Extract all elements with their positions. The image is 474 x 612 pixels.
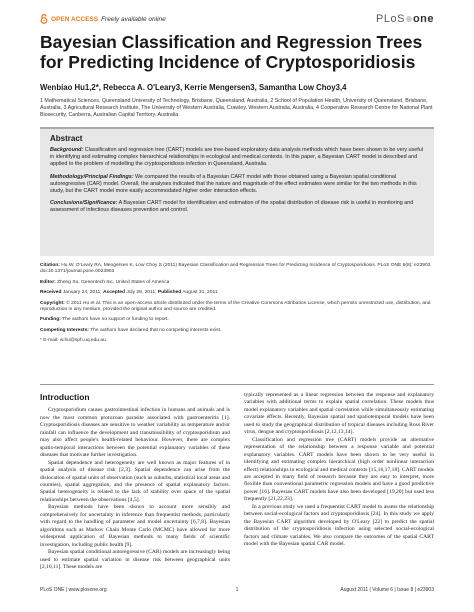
editor-text: Zheng Su, Genentech Inc, United States of America: [55, 279, 170, 285]
background-text: Classification and regression tree (CART) models are tree-based exploratory data analysis methods which have been shown to be very useful in identifying and estimating complex hierarchical relationships in ecological and medical contexts. In this paper, a Bayesian CART model is described and applied to the problem of modelling the cryptosporidiosis infection in Queensland, Australia.: [50, 147, 423, 167]
methods-text: We compared the results of a Bayesian CART model with those obtained using a Bayesian spatial conditional autoregressive (CAR) model. Overall, the analyses indicated that the nature and magnitude of the effect estimates were similar for the two methods in this study, but the CART model more easily accommodated higher order interaction effects.: [50, 173, 417, 194]
background-lead: Background:: [50, 147, 84, 153]
methods-lead: Methodology/Principal Findings:: [50, 173, 134, 180]
intro-paragraph: Bayesian methods have been shown to account more sensibly and comprehensively for uncertainty in inference than frequentist methods, particularly with regard to the handling of parameter and model uncertainty [6,7,8]. Bayesian algorithms such as Markov Chain Monte Carlo (MCMC) have allowed for more widespread application of Bayesian methods to many fields of scientific investigation, including public health [9].: [40, 504, 230, 548]
open-access-badge[interactable]: [40, 14, 166, 24]
journal-logo-one: one: [412, 13, 434, 25]
received-text: January 24, 2011;: [61, 290, 103, 296]
abstract-methods: [50, 174, 424, 195]
competing-text: The authors have declared that no competing interests exist.: [88, 327, 222, 333]
intro-paragraph: In a previous study we used a frequentist CART model to assess the relationship between social-ecological factors and cryptosporidiosis [24]. In this study we apply the Bayesian CART algorithm developed by O'Leary [22] to predict the spatial distribution of the cryptosporidiosis infection using selected social-ecological factors and climate variables. We also compare the outcomes of the spatial CART model with the Bayesian spatial CAR model.: [244, 503, 434, 548]
funding: [40, 317, 434, 323]
editor-label: Editor:: [40, 279, 56, 285]
copyright-text: © 2011 Hu et al. This is an open-access article distributed under the terms of the Creative Commons Attribution License, which permits unrestricted use, distribution, and reproduction in any medium, provided the original author and source are credited.: [40, 300, 431, 313]
freely-available-label: Freely available online: [101, 15, 166, 23]
journal-logo[interactable]: [376, 13, 434, 25]
intro-paragraph: Classification and regression tree (CART) models provide an alternative representation of the relationship between a response variable and potential explanatory variables. CART models have been shown to be very useful in identifying and estimating complex hierarchical (high order nonlinear interaction effect) relationships in ecological and medical contexts [15,16,17,18]. CART models are accepted in many field of research because they are easy to interpret, more flexible than conventional parametric regression models and have a good predictive power [16]. Bayesian CART models have also been developed [19,20] but used less frequently [21,22,23].: [244, 436, 434, 503]
affiliations: 1 Mathematical Sciences, Queensland University of Technology, Brisbane, Queensland, Australia, 2 School of Population Health, University of Queensland, Brisbane, Australia, 3 Agricultural Research Institute, The University of Western Australia, Crawley, Western Australia, Australia, 4 Cooperative Research Centre for National Plant Biosecurity, Canberra, Australian Capital Territory, Australia: [40, 98, 433, 118]
article-metadata: [40, 263, 434, 349]
page-footer: [40, 587, 434, 593]
intro-paragraph: Cryptosporidium causes gastrointestinal infection in humans and animals and is now the most common protozoan parasite associated with gastroenteritis [1]. Cryptosporidiosis diseases are sensitive to weather variability as temperature and/or rainfall can influence the development and transmissibility of cryptosporidium and may also affect people's health-related behaviour. However, there are complex spatio-temporal interactions between the potential explanatory variables of these diseases that motivate further investigation.: [40, 407, 230, 459]
header-bar: [40, 13, 434, 25]
dates: [40, 290, 434, 296]
section-divider: [40, 384, 434, 385]
body-column-right: [244, 392, 434, 549]
citation-text: Hu W, O'Leary RA, Mengersen K, Low Choy S (2011) Bayesian Classification and Regression Trees for Predicting Incidence of Cryptosporidiosis. PLoS ONE 6(8): e23903. doi:10.1371/journal.pone.0023903: [40, 263, 432, 275]
published-label: Published: [157, 290, 182, 296]
abstract-heading: Abstract: [50, 134, 83, 143]
page-number: 1: [235, 587, 239, 593]
funding-text: The authors have no support or funding to report.: [60, 317, 169, 323]
competing-interests: [40, 328, 434, 334]
intro-heading: Introduction: [40, 392, 90, 402]
footer-issue: August 2011 | Volume 6 | Issue 8 | e23903: [340, 587, 434, 593]
accepted-label: Accepted: [103, 290, 126, 296]
open-lock-icon: [40, 14, 48, 24]
intro-paragraph: Bayesian spatial conditional autoregressive (CAR) models are increasingly being used to estimate spatial variation in disease risk between geographical units [2,10,11]. These models are: [40, 549, 230, 570]
logo-dot-icon: [406, 16, 412, 22]
accepted-text: July 28, 2011;: [125, 290, 158, 296]
open-access-label: OPEN ACCESS: [51, 15, 99, 23]
abstract-conclusions: [50, 200, 424, 214]
body-column-left: [40, 392, 230, 571]
intro-paragraph: Spatial dependence and heterogeneity are well known as major features of in spatial analysis of disease risk [2,3]. Spatial dependence can arise from the dislocation of spatial units of observation (such as suburbs, statistical local areas and counties), spatial aggregation, and the presence of spatial explanatory factors. Spatial heterogeneity is related to the lack of stability over space of the spatial relationships between the observations [4,5].: [40, 459, 230, 503]
conclusions-lead: Conclusions/Significance:: [50, 200, 118, 207]
email[interactable]: * E-mail: w.hu@sph.uq.edu.au: [40, 338, 106, 344]
journal-logo-plos: PLoS: [376, 13, 405, 25]
competing-label: Competing Interests:: [40, 327, 89, 333]
copyright-label: Copyright:: [40, 300, 65, 306]
published-text: August 31, 2011: [181, 290, 218, 296]
received-label: Received: [40, 290, 62, 296]
funding-label: Funding:: [40, 317, 61, 323]
intro-paragraph: typically represented as a linear regression between the response and explanatory variables with additional terms to explain spatial correlation. These models thus model explanatory variables and spatial correlation while simultaneously estimating covariate effects. Recently, Bayesian spatial and spatiotemporal models have been used to study the geographical distribution of tropical diseases including Ross River virus, dengue and cryptosporidiosis [2,12,13,14].: [244, 392, 434, 436]
paper-title: Bayesian Classification and Regression Trees for Predicting Incidence of Cryptosporidiosis: [40, 32, 423, 72]
author-list: Wenbiao Hu1,2*, Rebecca A. O'Leary3, Kerrie Mengersen3, Samantha Low Choy3,4: [40, 83, 347, 92]
conclusions-text: A Bayesian CART model for identification and estimation of the spatial distribution of disease risk is useful in monitoring and assessment of infectious diseases prevention and control.: [50, 200, 414, 214]
abstract-background: [50, 147, 424, 168]
citation: [40, 263, 434, 276]
footer-journal[interactable]: PLoS ONE | www.plosone.org: [40, 587, 107, 593]
citation-label: Citation:: [40, 263, 60, 268]
copyright: [40, 301, 434, 314]
abstract-box: [40, 127, 434, 256]
editor: [40, 280, 434, 286]
